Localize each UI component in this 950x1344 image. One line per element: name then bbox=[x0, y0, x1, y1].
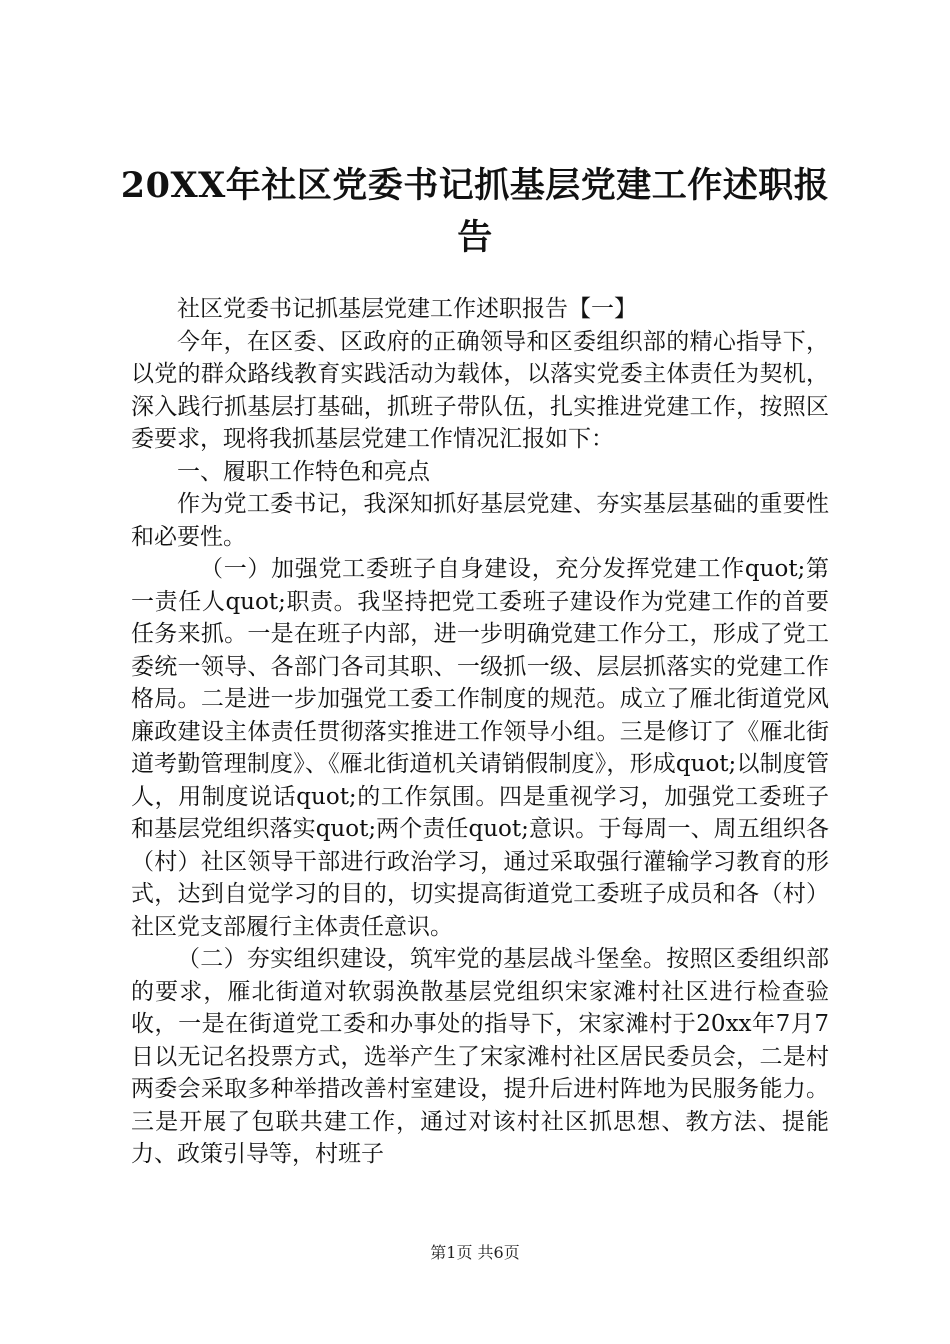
subsection-heading: 一、履职工作特色和亮点 bbox=[177, 458, 430, 485]
body-paragraph: 作为党工委书记，我深知抓好基层党建、夯实基层基础的重要性和必要性。 bbox=[131, 491, 829, 550]
document-title bbox=[100, 160, 850, 264]
page-footer: 第1页 共6页 bbox=[430, 1243, 520, 1262]
body-paragraph: （二）夯实组织建设，筑牢党的基层战斗堡垒。按照区委组织部的要求，雁北街道对软弱涣散基层党组织宋家滩村社区进行检查验收，一是在街道党工委和办事处的指导下，宋家滩村于20xx年7月7日以无记名投票方式，选举产生了宋家滩村社区居民委员会，二是村两委会采取多种举措改善村室建设，提升后进村阵地为民服务能力。三是开展了包联共建工作，通过对该村社区抓思想、教方法、提能力、政策引导等，村班子 bbox=[131, 946, 829, 1167]
section-heading: 社区党委书记抓基层党建工作述职报告【一】 bbox=[177, 296, 637, 322]
intro-paragraph: 今年，在区委、区政府的正确领导和区委组织部的精心指导下，以党的群众路线教育实践活动为载体，以落实党委主体责任为契机，深入践行抓基层打基础，抓班子带队伍，扎实推进党建工作，按照区委要求，现将我抓基层党建工作情况汇报如下： bbox=[131, 328, 829, 452]
title-line-1: 20XX年社区党委书记抓基层党建工作述职报 bbox=[120, 165, 830, 206]
body-paragraph: （一）加强党工委班子自身建设，充分发挥党建工作quot;第一责任人quot;职责。我坚持把党工委班子建设作为党建工作的首要任务来抓。一是在班子内部，进一步明确党建工作分工，形成了党工委统一领导、各部门各司其职、一级抓一级、层层抓落实的党建工作格局。二是进一步加强党工委工作制度的规范。成立了雁北街道党风廉政建设主体责任贯彻落实推进工作领导小组。三是修订了《雁北街道考勤管理制度》、《雁北街道机关请销假制度》，形成quot;以制度管人，用制度说话quot;的工作氛围。四是重视学习，加强党工委班子和基层党组织落实quot;两个责任quot;意识。于每周一、周五组织各（村）社区领导干部进行政治学习，通过采取强行灌输学习教育的形式，达到自觉学习的目的，切实提高街道党工委班子成员和各（村）社区党支部履行主体责任意识。 bbox=[131, 556, 829, 940]
document-body bbox=[131, 293, 829, 1171]
title-line-2: 告 bbox=[457, 217, 493, 258]
